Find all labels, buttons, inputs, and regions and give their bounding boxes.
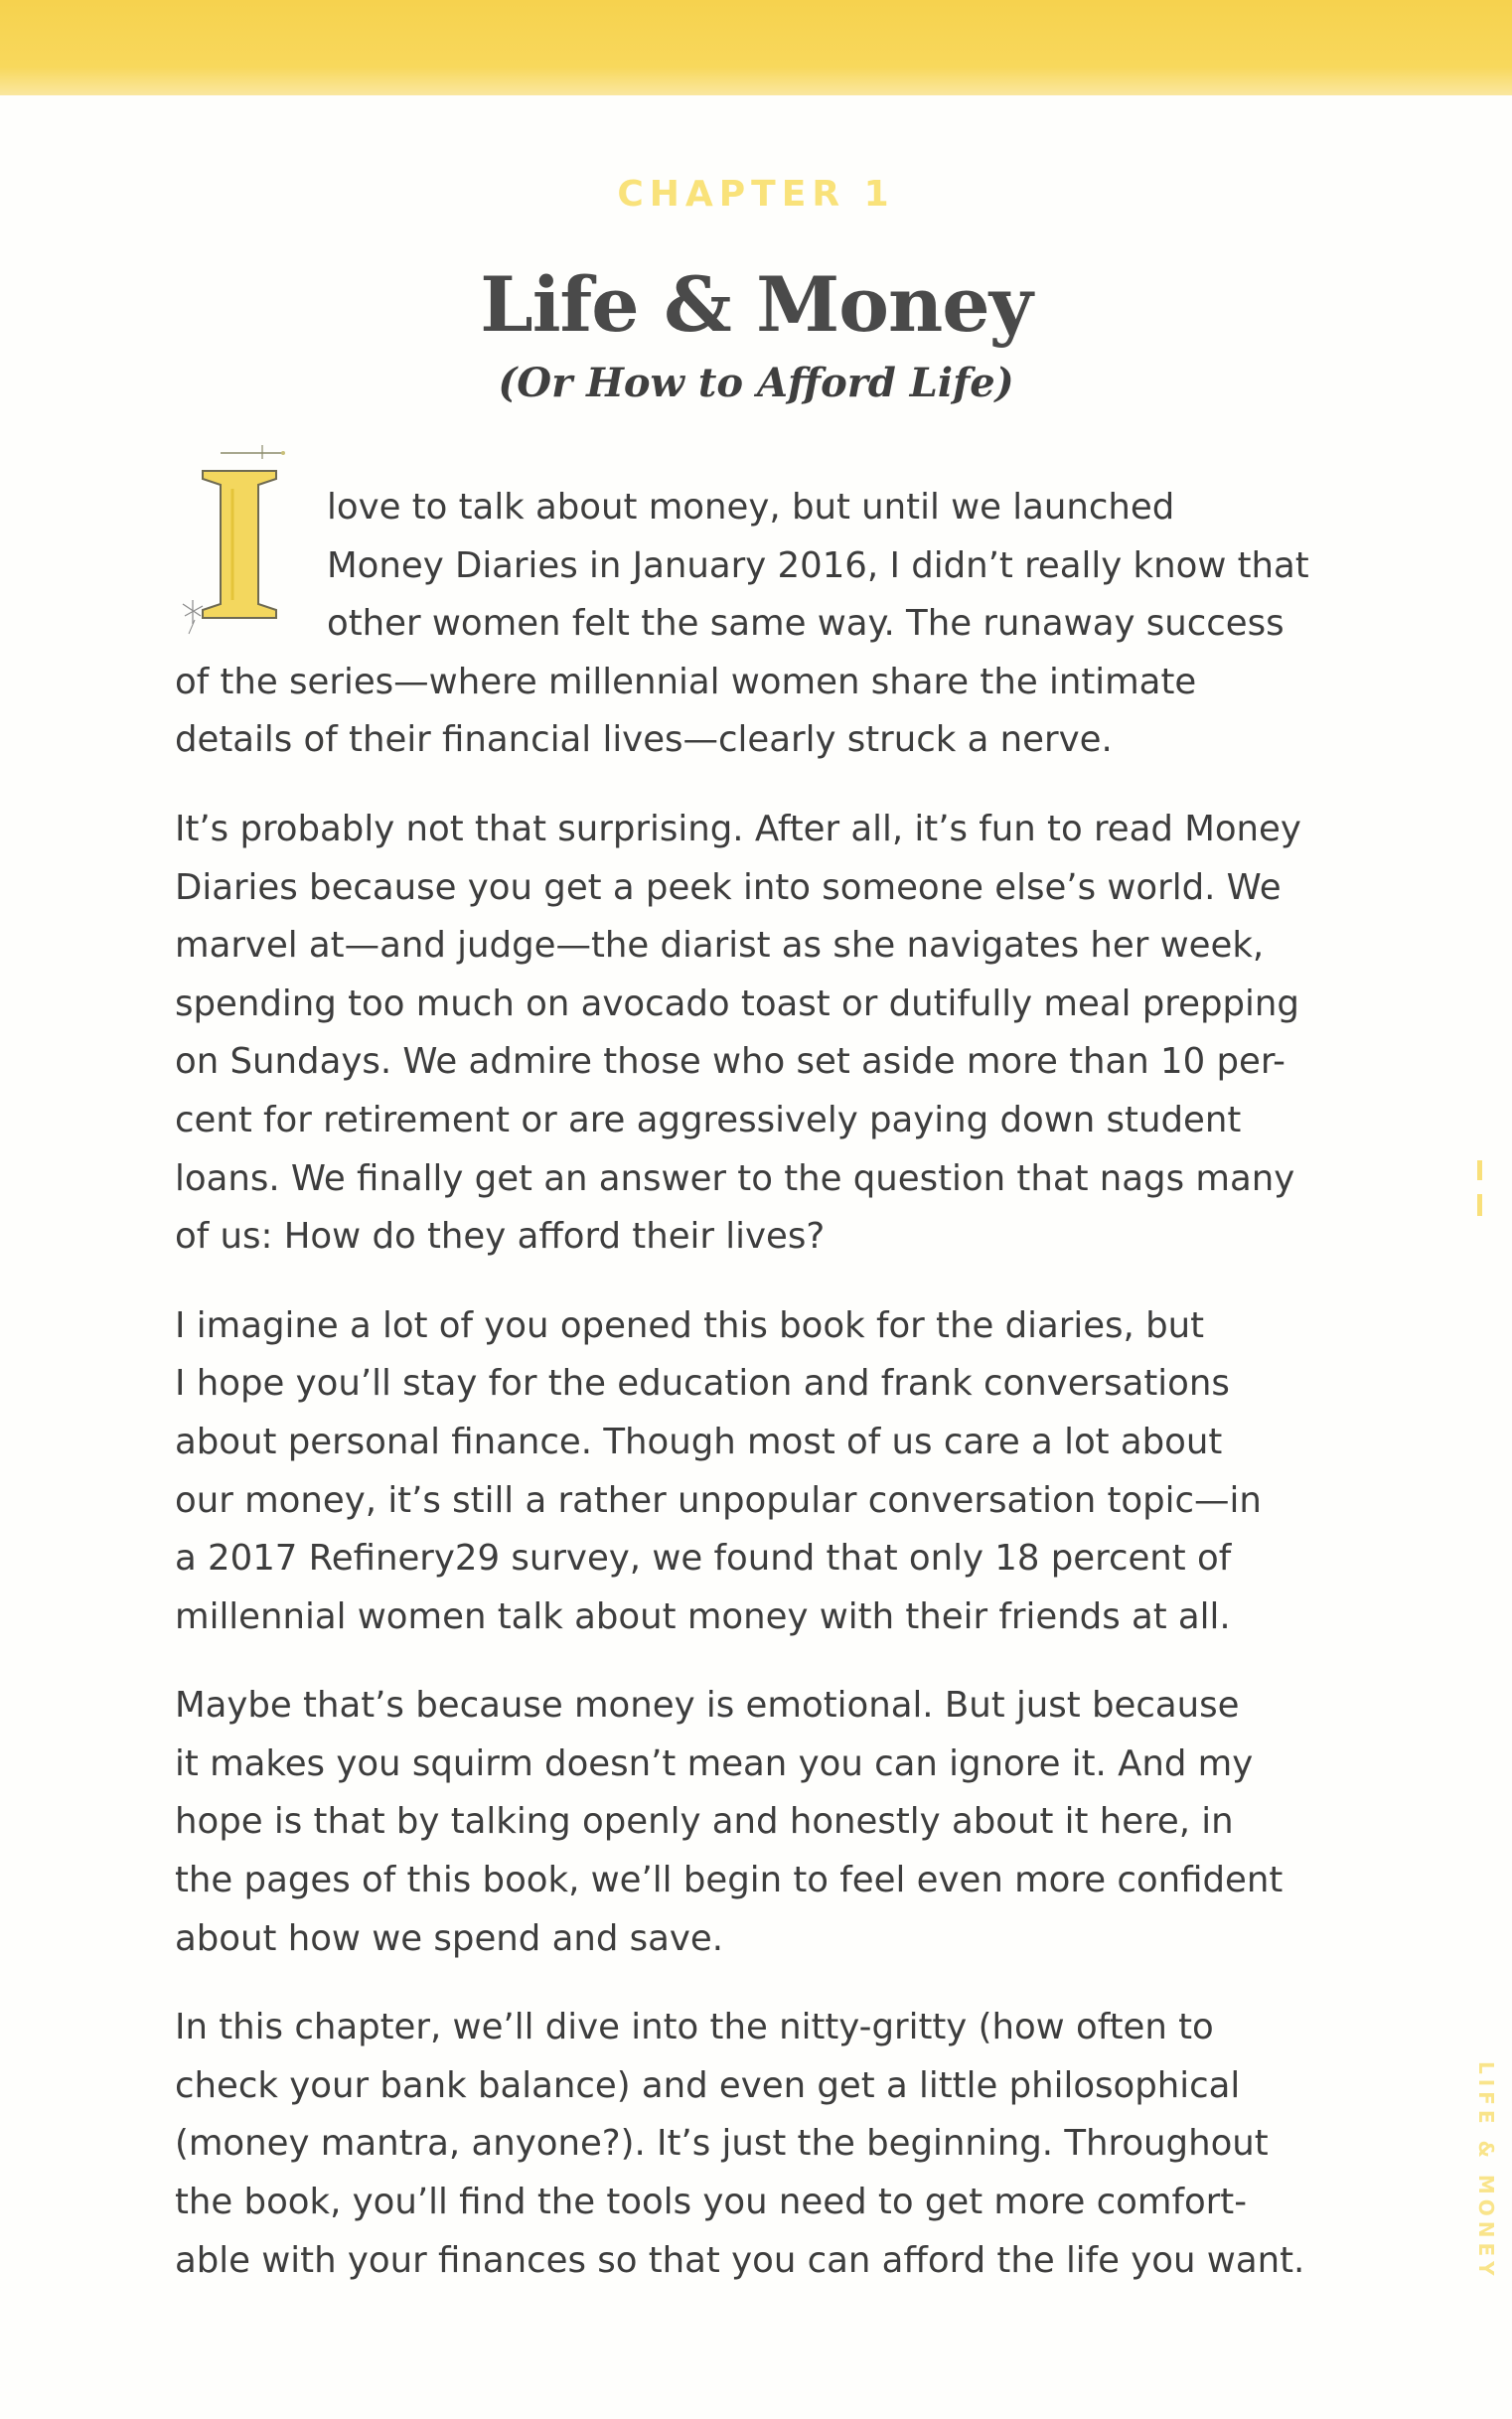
page-edge-marker — [1473, 1160, 1487, 1216]
text-line: other women felt the same way. The runaway success — [327, 603, 1285, 645]
text-line: It’s probably not that surprising. After all, it’s fun to read Money — [175, 808, 1301, 849]
text-line: able with your finances so that you can afford the life you want. — [175, 2239, 1305, 2281]
text-line: (money mantra, anyone?). It’s just the beginning. Throughout — [175, 2123, 1269, 2165]
text-line: of the series—where millennial women share the intimate — [175, 661, 1197, 702]
text-line: a 2017 Refinery29 survey, we found that only 18 percent of — [175, 1538, 1232, 1580]
paragraph-1 — [175, 479, 1362, 770]
text-line: details of their financial lives—clearly struck a nerve. — [175, 719, 1113, 761]
text-line: the pages of this book, we’ll begin to feel even more confident — [175, 1860, 1284, 1901]
text-line: I hope you’ll stay for the education and frank conversations — [175, 1363, 1230, 1405]
text-line: hope is that by talking openly and honestly about it here, in — [175, 1801, 1234, 1843]
text-line: cent for retirement or are aggressively paying down student — [175, 1099, 1242, 1140]
text-line: about personal finance. Though most of us care a lot about — [175, 1421, 1223, 1462]
text-line: millennial women talk about money with their friends at all. — [175, 1595, 1231, 1637]
text-line: Diaries because you get a peek into someone else’s world. We — [175, 866, 1282, 908]
paragraph-3 — [175, 1297, 1362, 1647]
paragraph-2 — [175, 801, 1362, 1267]
chapter-label: CHAPTER 1 — [617, 174, 895, 215]
text-line: marvel at—and judge—the diarist as she navigates her week, — [175, 925, 1265, 967]
text-line: of us: How do they afford their lives? — [175, 1216, 826, 1258]
text-line: our money, it’s still a rather unpopular conversation topic—in — [175, 1479, 1262, 1521]
text-line: In this chapter, we’ll dive into the nitty-gritty (how often to — [175, 2007, 1214, 2048]
text-line: I imagine a lot of you opened this book for the diaries, but — [175, 1304, 1205, 1346]
side-tab-label: LIFE & MONEY — [1474, 2061, 1498, 2281]
text-line: check your bank balance) and even get a little philosophical — [175, 2064, 1241, 2106]
text-line: spending too much on avocado toast or dutifully meal prepping — [175, 983, 1299, 1024]
text-line: on Sundays. We admire those who set aside more than 10 per- — [175, 1041, 1285, 1083]
paragraph-4 — [175, 1677, 1362, 1968]
chapter-title: Life & Money — [480, 260, 1032, 349]
text-line: loans. We finally get an answer to the question that nags many — [175, 1157, 1295, 1199]
text-line: it makes you squirm doesn’t mean you can ignore it. And my — [175, 1742, 1254, 1784]
text-line: Money Diaries in January 2016, I didn’t really know that — [327, 544, 1309, 586]
paragraph-5 — [175, 1999, 1362, 2290]
chapter-body — [175, 479, 1362, 2290]
chapter-subtitle: (Or How to Afford Life) — [498, 360, 1014, 406]
text-line: love to talk about money, but until we launched — [327, 487, 1175, 528]
text-line: the book, you’ll find the tools you need to get more comfort- — [175, 2182, 1248, 2223]
top-color-band — [0, 0, 1512, 95]
text-line: about how we spend and save. — [175, 1917, 724, 1959]
text-line: Maybe that’s because money is emotional. But just because — [175, 1685, 1240, 1727]
